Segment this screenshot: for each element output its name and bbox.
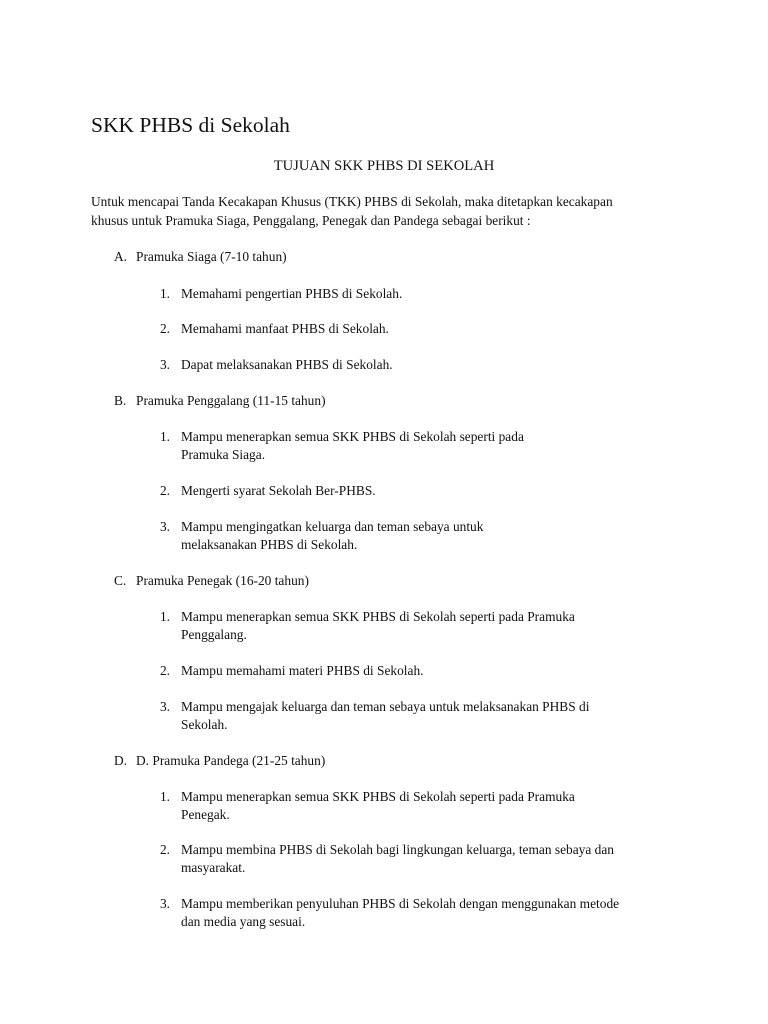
list-item xyxy=(181,662,424,680)
document-title: SKK PHBS di Sekolah xyxy=(91,113,290,137)
list-item-line: Mampu mengingatkan keluarga dan teman sebaya untuk xyxy=(181,519,484,534)
section-letter: B. xyxy=(114,393,127,408)
list-item xyxy=(181,285,402,303)
section-heading: Pramuka Penegak (16-20 tahun) xyxy=(136,573,309,588)
list-item xyxy=(181,895,619,931)
list-item xyxy=(181,788,575,824)
list-item-line: Mampu memberikan penyuluhan PHBS di Sekolah dengan menggunakan metode xyxy=(181,896,620,911)
list-item xyxy=(181,320,389,338)
list-item-number: 2. xyxy=(159,321,170,336)
list-item-line: melaksanakan PHBS di Sekolah. xyxy=(181,537,358,552)
list-item-number: 1. xyxy=(159,609,170,624)
list-item xyxy=(181,482,376,500)
list-item-number: 3. xyxy=(159,699,170,714)
intro-line: Untuk mencapai Tanda Kecakapan Khusus (TKK) PHBS di Sekolah, maka ditetapkan kecakapan xyxy=(91,194,613,209)
section-heading: D. Pramuka Pandega (21-25 tahun) xyxy=(136,753,326,768)
list-item-line: Mengerti syarat Sekolah Ber-PHBS. xyxy=(181,483,376,498)
list-item-number: 3. xyxy=(159,896,170,911)
list-item xyxy=(181,698,589,734)
list-item-line: masyarakat. xyxy=(181,860,246,875)
list-item-line: Mampu menerapkan semua SKK PHBS di Sekolah seperti pada Pramuka xyxy=(181,789,575,804)
list-item-line: Memahami pengertian PHBS di Sekolah. xyxy=(181,286,403,301)
list-item xyxy=(181,608,575,644)
list-item-line: Mampu memahami materi PHBS di Sekolah. xyxy=(181,663,424,678)
list-item-number: 1. xyxy=(159,429,170,444)
intro-paragraph xyxy=(91,193,691,230)
section-heading: Pramuka Penggalang (11-15 tahun) xyxy=(136,393,326,408)
list-item-number: 2. xyxy=(159,663,170,678)
list-item-number: 3. xyxy=(159,519,170,534)
section-letter: A. xyxy=(114,249,128,264)
section-letter: D. xyxy=(114,753,128,768)
list-item-line: Sekolah. xyxy=(181,717,228,732)
list-item-line: Mampu menerapkan semua SKK PHBS di Sekolah seperti pada xyxy=(181,429,524,444)
list-item-number: 1. xyxy=(159,286,170,301)
list-item xyxy=(181,356,393,374)
list-item-line: dan media yang sesuai. xyxy=(181,914,306,929)
intro-line: khusus untuk Pramuka Siaga, Penggalang, Penegak dan Pandega sebagai berikut : xyxy=(91,212,531,228)
list-item-number: 1. xyxy=(159,789,170,804)
list-item-line: Mampu menerapkan semua SKK PHBS di Sekolah seperti pada Pramuka xyxy=(181,609,575,624)
document-subtitle: TUJUAN SKK PHBS DI SEKOLAH xyxy=(273,158,495,174)
list-item-line: Penggalang. xyxy=(181,627,247,642)
list-item-number: 2. xyxy=(159,483,170,498)
list-item-line: Memahami manfaat PHBS di Sekolah. xyxy=(181,321,389,336)
list-item-line: Pramuka Siaga. xyxy=(181,447,266,462)
list-item-line: Dapat melaksanakan PHBS di Sekolah. xyxy=(181,357,393,372)
list-item-line: Mampu membina PHBS di Sekolah bagi lingkungan keluarga, teman sebaya dan xyxy=(181,842,615,857)
list-item xyxy=(181,518,483,554)
list-item-number: 3. xyxy=(159,357,170,372)
section-heading: Pramuka Siaga (7-10 tahun) xyxy=(136,249,287,264)
list-item-number: 2. xyxy=(159,842,170,857)
list-item xyxy=(181,841,614,877)
list-item-line: Penegak. xyxy=(181,807,230,822)
section-letter: C. xyxy=(114,573,127,588)
list-item-line: Mampu mengajak keluarga dan teman sebaya untuk melaksanakan PHBS di xyxy=(181,699,590,714)
list-item xyxy=(181,428,524,464)
